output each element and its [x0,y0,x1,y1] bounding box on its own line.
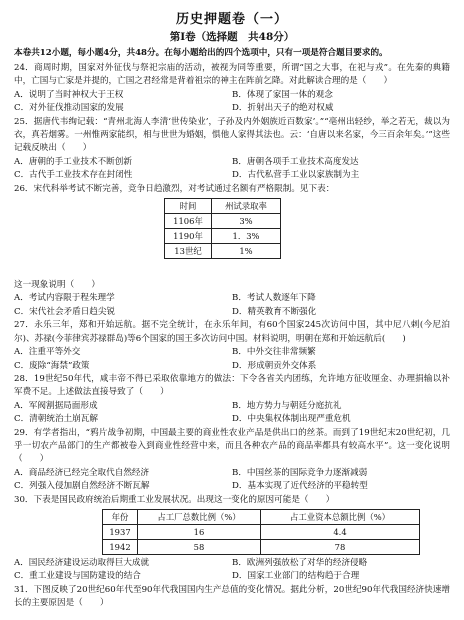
q26-option-b: B．考试人数逐年下降 [232,293,316,304]
q25-stem: 25．据唐代韦绚记载：“青州北海人李清‘世传染业’，子孙及内外姻族近百数家’。”“亳州出轻纱，举之若无，裁以为衣，真若烟雾。一州惟两家能织，相与世世为婚姻，惧他人家得其法也。云：‘自唐以来名家，今三百余年矣。’”这些记载反映出（ ） [14,116,450,154]
q30-option-c: C．重工业建设与国防建设的结合 [14,571,141,582]
q26-stem: 26．宋代科举考试不断完善，竞争日趋激烈，对考试通过名额有严格限制。见下表： [14,183,335,194]
table-cell: 78 [261,539,420,554]
q29-stem: 29．有学者指出，“鸦片战争初期，中国最主要的商业性农业产品是供出口的丝茶。而到了19世纪末20世纪初，几乎一切农产品部门的生产都被卷入到商业性经营中来，而且各种农产品的商品率都具有较高水平”。这一变化说明（ ） [14,427,450,465]
table-cell: 13世纪 [165,244,212,259]
blank-space [14,261,450,279]
q28-option-c: C．清朝统治土崩瓦解 [14,414,98,425]
q26-option-c: C．宋代社会矛盾日趋尖锐 [14,306,116,317]
table-cell: 1106年 [165,214,212,229]
q30-option-d: D．国家工业部门的结构趋于合理 [232,571,360,582]
q28-option-d: D．中央集权体制出现严重危机 [232,414,351,425]
q26-table [164,198,281,259]
q28-stem: 28．19世纪50年代，咸丰帝不得已采取依靠地方的做法：下令各省关内团练，允许地方征收厘金、办理捐输以补军费不足。上述做法直接导致了（ ） [14,373,450,398]
table-cell: 1937 [103,524,138,539]
q29-option-c: C．列强入侵加剧自然经济不断瓦解 [14,481,150,492]
q31-stem: 31．下图反映了20世纪60年代至90年代我国国内生产总值的变化情况。据此分析，20世纪90年代我国经济快速增长的主要原因是（ ） [14,584,450,609]
q25-options [14,156,450,183]
table-header-row [103,509,420,524]
q24-option-b: B．体现了家国一体的观念 [232,89,333,100]
table-header: 年份 [103,509,138,524]
q24-option-a: A．说明了当时神权大于王权 [14,89,124,100]
table-row [165,244,281,259]
instruction-text: 本卷共12小题，每小题4分，共48分。在每小题给出的四个选项中，只有一项是符合题目要求的。 [14,48,388,58]
table-cell: 1190年 [165,229,212,244]
q26-question: 这一现象说明（ ） [14,280,100,291]
table-cell: 58 [138,539,261,554]
q30-options [14,557,450,584]
q25-option-a: A．唐朝的手工业技术不断创新 [14,156,132,167]
q28-options [14,400,450,427]
q29-option-a: A．商品经济已经完全取代自然经济 [14,467,150,478]
q24-option-c: C．对外征伐推动国家的发展 [14,103,124,114]
q29-options [14,467,450,494]
table-row [165,214,281,229]
q29-option-b: B．中国丝茶的国际竞争力逐渐减弱 [232,467,368,478]
table-cell: 1．3% [212,229,281,244]
section-title: 第Ⅰ卷（选择题 共48分） [169,31,295,43]
q24-options [14,89,450,116]
q26-option-a: A．考试内容限于程朱理学 [14,293,115,304]
q26-option-d: D．精英教育不断强化 [232,306,317,317]
q30-stem: 30．下表是国民政府统治后期重工业发展状况。出现这一变化的原因可能是（ ） [14,494,335,505]
q27-stem: 27．永乐三年，郑和开始远航。据不完全统计，在永乐年间，有60个国家245次访问中国，其中尼八剌(今尼泊尔)、苏禄(今菲律宾苏禄群岛)等6个国家的国王多次访问中国。材料说明，明朝在郑和开始远航后( ) [14,320,450,344]
q27-option-d: D．形成朝贡外交体系 [232,360,317,371]
q25-option-c: C．古代手工业技术存在封闭性 [14,170,133,181]
q27-option-b: B．中外交往非常频繁 [232,347,316,358]
table-header-row [165,199,281,214]
page-title: 历史押题卷（一） [175,12,288,27]
table-cell: 16 [138,524,261,539]
table-row [103,539,420,554]
q29-option-d: D．基本实现了近代经济的平稳转型 [232,481,368,492]
q30-option-b: B．欧洲列强放松了对华的经济侵略 [232,557,368,568]
table-header: 州试录取率 [212,199,281,214]
table-header: 时间 [165,199,212,214]
table-cell: 1942 [103,539,138,554]
table-header: 占工厂总数比例（%） [138,509,261,524]
q24-stem: 24．商周时期，国家对外征伐与祭祀宗庙的活动，被视为同等重要，所谓“国之大事，在祀与戎”。在先秦的典籍中，亡国与亡家是并提的，亡国之君经常是背着祖宗的神主在阵前乞降。对此解读合理的是（ ） [14,63,450,87]
table-row [165,229,281,244]
q27-option-a: A．注重平等外交 [14,347,81,358]
table-cell: 1% [212,244,281,259]
q27-options [14,346,450,373]
q25-option-b: B．唐朝各项手工业技术高度发达 [232,156,359,167]
q25-option-d: D．古代私营手工业以家族制为主 [232,170,360,181]
q24-option-d: D．折射出天子的绝对权威 [232,103,334,114]
q28-option-b: B．地方势力与朝廷分庭抗礼 [232,400,342,411]
table-header: 占工业资本总额比例（%） [261,509,420,524]
q30-option-a: A．国民经济建设运动取得巨大成就 [14,557,150,568]
table-cell: 4.4 [261,524,420,539]
q30-table [102,509,420,555]
q28-option-a: A．军阀割据局面形成 [14,400,98,411]
q27-option-c: C．废除“海禁”政策 [14,360,90,371]
q26-options [14,292,450,319]
table-cell: 3% [212,214,281,229]
table-row [103,524,420,539]
